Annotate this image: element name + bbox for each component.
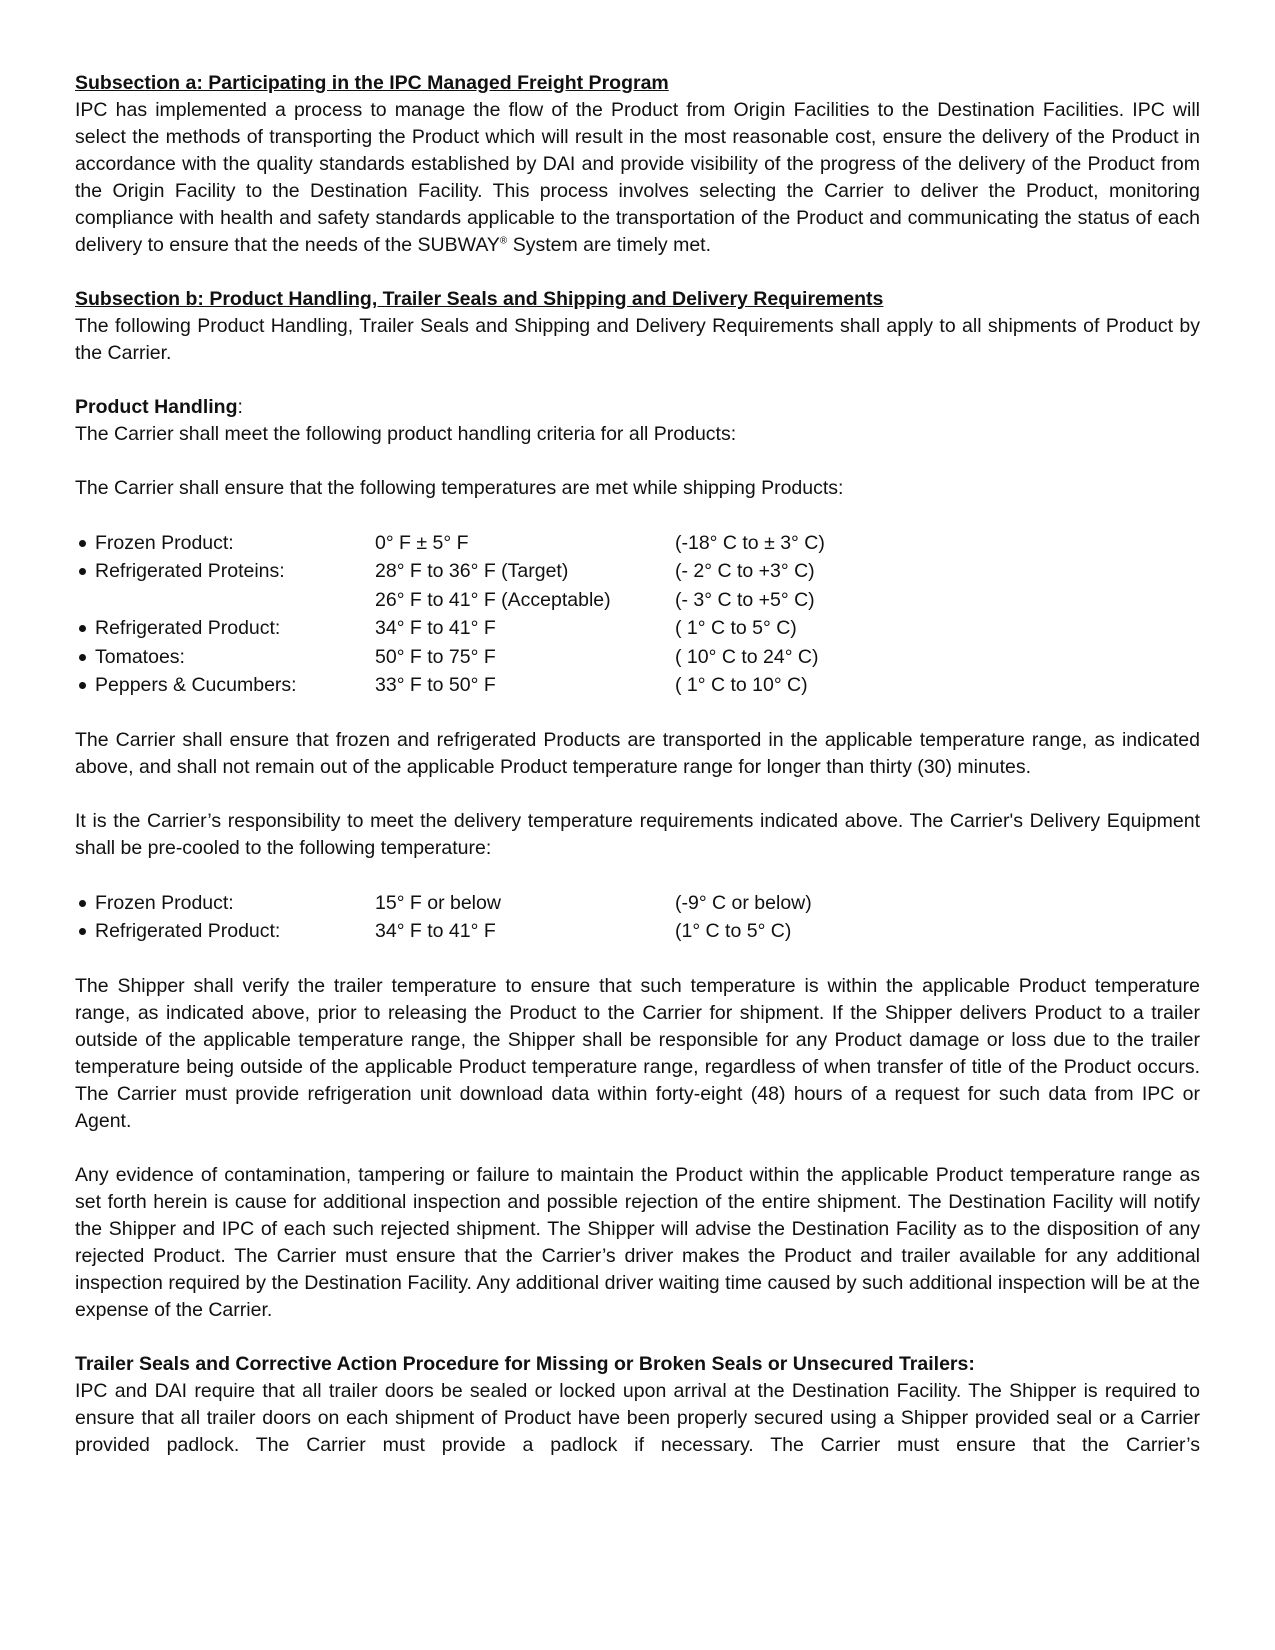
temperature-row bbox=[75, 672, 1200, 701]
subsection-b-intro: The following Product Handling, Trailer Seals and Shipping and Delivery Requirements shall apply to all shipments of Product by the Carrier. bbox=[75, 315, 1200, 364]
bullet-icon bbox=[79, 625, 86, 632]
bullet-icon bbox=[79, 654, 86, 661]
bullet-icon bbox=[79, 682, 86, 689]
precool-celsius: (1° C to 5° C) bbox=[675, 920, 792, 943]
temp-label: Peppers & Cucumbers: bbox=[95, 674, 297, 697]
precool-label: Frozen Product: bbox=[95, 891, 234, 914]
product-handling-title: Product Handling bbox=[75, 396, 238, 418]
temperature-range-paragraph: The Carrier shall ensure that frozen and refrigerated Products are transported in the applicable temperature range, as indicated above, and shall not remain out of the applicable Product temperature range for longer than thirty (30) minutes. bbox=[75, 729, 1200, 778]
product-handling-colon: : bbox=[237, 396, 243, 418]
temp-label: Tomatoes: bbox=[95, 645, 185, 668]
temp-fahrenheit: 0° F ± 5° F bbox=[375, 531, 469, 554]
precool-label: Refrigerated Product: bbox=[95, 920, 281, 943]
contamination-paragraph: Any evidence of contamination, tampering or failure to maintain the Product within the applicable Product temperature range as set forth herein is cause for additional inspection and possible rejection of the entire shipment. The Destination Facility will notify the Shipper and IPC of each such rejected shipment. The Shipper will advise the Destination Facility as to the disposition of any rejected Product. The Carrier must ensure that the Carrier’s driver makes the Product and trailer available for any additional inspection required by the Destination Facility. Any additional driver waiting time caused by such additional inspection will be at the expense of the Carrier. bbox=[75, 1164, 1200, 1321]
subsection-b-heading: Subsection b: Product Handling, Trailer Seals and Shipping and Delivery Requirements bbox=[75, 288, 884, 310]
bullet-icon bbox=[79, 540, 86, 547]
bullet-icon bbox=[79, 928, 86, 935]
temperature-row bbox=[75, 615, 1200, 644]
temp-celsius: (-18° C to ± 3° C) bbox=[675, 531, 825, 554]
temp-celsius: ( 1° C to 5° C) bbox=[675, 617, 797, 640]
product-handling-heading bbox=[75, 394, 1200, 421]
temperature-row bbox=[75, 558, 1200, 587]
subsection-a-paragraph bbox=[75, 97, 1200, 259]
precool-fahrenheit: 15° F or below bbox=[375, 891, 501, 914]
temperature-row bbox=[75, 586, 1200, 615]
precool-fahrenheit: 34° F to 41° F bbox=[375, 920, 496, 943]
precool-row bbox=[75, 918, 1200, 947]
bullet-icon bbox=[79, 900, 86, 907]
precool-paragraph: It is the Carrier’s responsibility to meet the delivery temperature requirements indicated above. The Carrier's Delivery Equipment shall be pre-cooled to the following temperature: bbox=[75, 810, 1200, 859]
bullet-icon bbox=[79, 568, 86, 575]
precool-celsius: (-9° C or below) bbox=[675, 891, 812, 914]
shipper-verification-paragraph: The Shipper shall verify the trailer temperature to ensure that such temperature is within the applicable Product temperature range, as indicated above, prior to releasing the Product to the Carrier for shipment. If the Shipper delivers Product to a trailer outside of the applicable temperature range, the Shipper shall be responsible for any Product damage or loss due to the trailer temperature being outside of the applicable Product temperature range, regardless of when transfer of title of the Product occurs. The Carrier must provide refrigeration unit download data within forty-eight (48) hours of a request for such data from IPC or Agent. bbox=[75, 975, 1200, 1132]
trailer-seals-heading: Trailer Seals and Corrective Action Procedure for Missing or Broken Seals or Unsecured Trailers: bbox=[75, 1353, 975, 1375]
temp-label: Refrigerated Product: bbox=[95, 617, 281, 640]
temp-celsius: (- 3° C to +5° C) bbox=[675, 588, 815, 611]
temp-fahrenheit: 26° F to 41° F (Acceptable) bbox=[375, 588, 611, 611]
temperature-row bbox=[75, 643, 1200, 672]
temp-celsius: ( 10° C to 24° C) bbox=[675, 645, 819, 668]
temp-celsius: ( 1° C to 10° C) bbox=[675, 674, 808, 697]
temp-label: Refrigerated Proteins: bbox=[95, 560, 285, 583]
subsection-a-heading: Subsection a: Participating in the IPC Managed Freight Program bbox=[75, 72, 669, 94]
temp-fahrenheit: 50° F to 75° F bbox=[375, 645, 496, 668]
subsection-a-text: IPC has implemented a process to manage the flow of the Product from Origin Facilities to the Destination Facilities. IPC will select the methods of transporting the Product which will result in the most reasonable cost, ensure the delivery of the Product in accordance with the quality standards established by DAI and provide visibility of the progress of the delivery of the Product from the Origin Facility to the Destination Facility. This process involves selecting the Carrier to deliver the Product, monitoring compliance with health and safety standards applicable to the transportation of the Product and communicating the status of each delivery to ensure that the needs of the SUBWAY bbox=[75, 99, 1200, 256]
precool-list bbox=[75, 889, 1200, 946]
temp-fahrenheit: 33° F to 50° F bbox=[375, 674, 496, 697]
temp-label: Frozen Product: bbox=[95, 531, 234, 554]
subsection-a-text-tail: System are timely met. bbox=[507, 234, 711, 256]
handling-criteria-text: The Carrier shall meet the following product handling criteria for all Products: bbox=[75, 423, 737, 445]
temperatures-intro: The Carrier shall ensure that the following temperatures are met while shipping Products: bbox=[75, 477, 844, 499]
temperature-list bbox=[75, 529, 1200, 700]
temp-fahrenheit: 34° F to 41° F bbox=[375, 617, 496, 640]
document-page bbox=[75, 70, 1200, 1459]
precool-row bbox=[75, 889, 1200, 918]
registered-mark: ® bbox=[499, 235, 508, 247]
temperature-row bbox=[75, 529, 1200, 558]
temp-celsius: (- 2° C to +3° C) bbox=[675, 560, 815, 583]
trailer-seals-paragraph: IPC and DAI require that all trailer doors be sealed or locked upon arrival at the Destination Facility. The Shipper is required to ensure that all trailer doors on each shipment of Product have been properly secured using a Shipper provided seal or a Carrier provided padlock. The Carrier must provide a padlock if necessary. The Carrier must ensure that the Carrier’s bbox=[75, 1380, 1200, 1456]
temp-fahrenheit: 28° F to 36° F (Target) bbox=[375, 560, 569, 583]
